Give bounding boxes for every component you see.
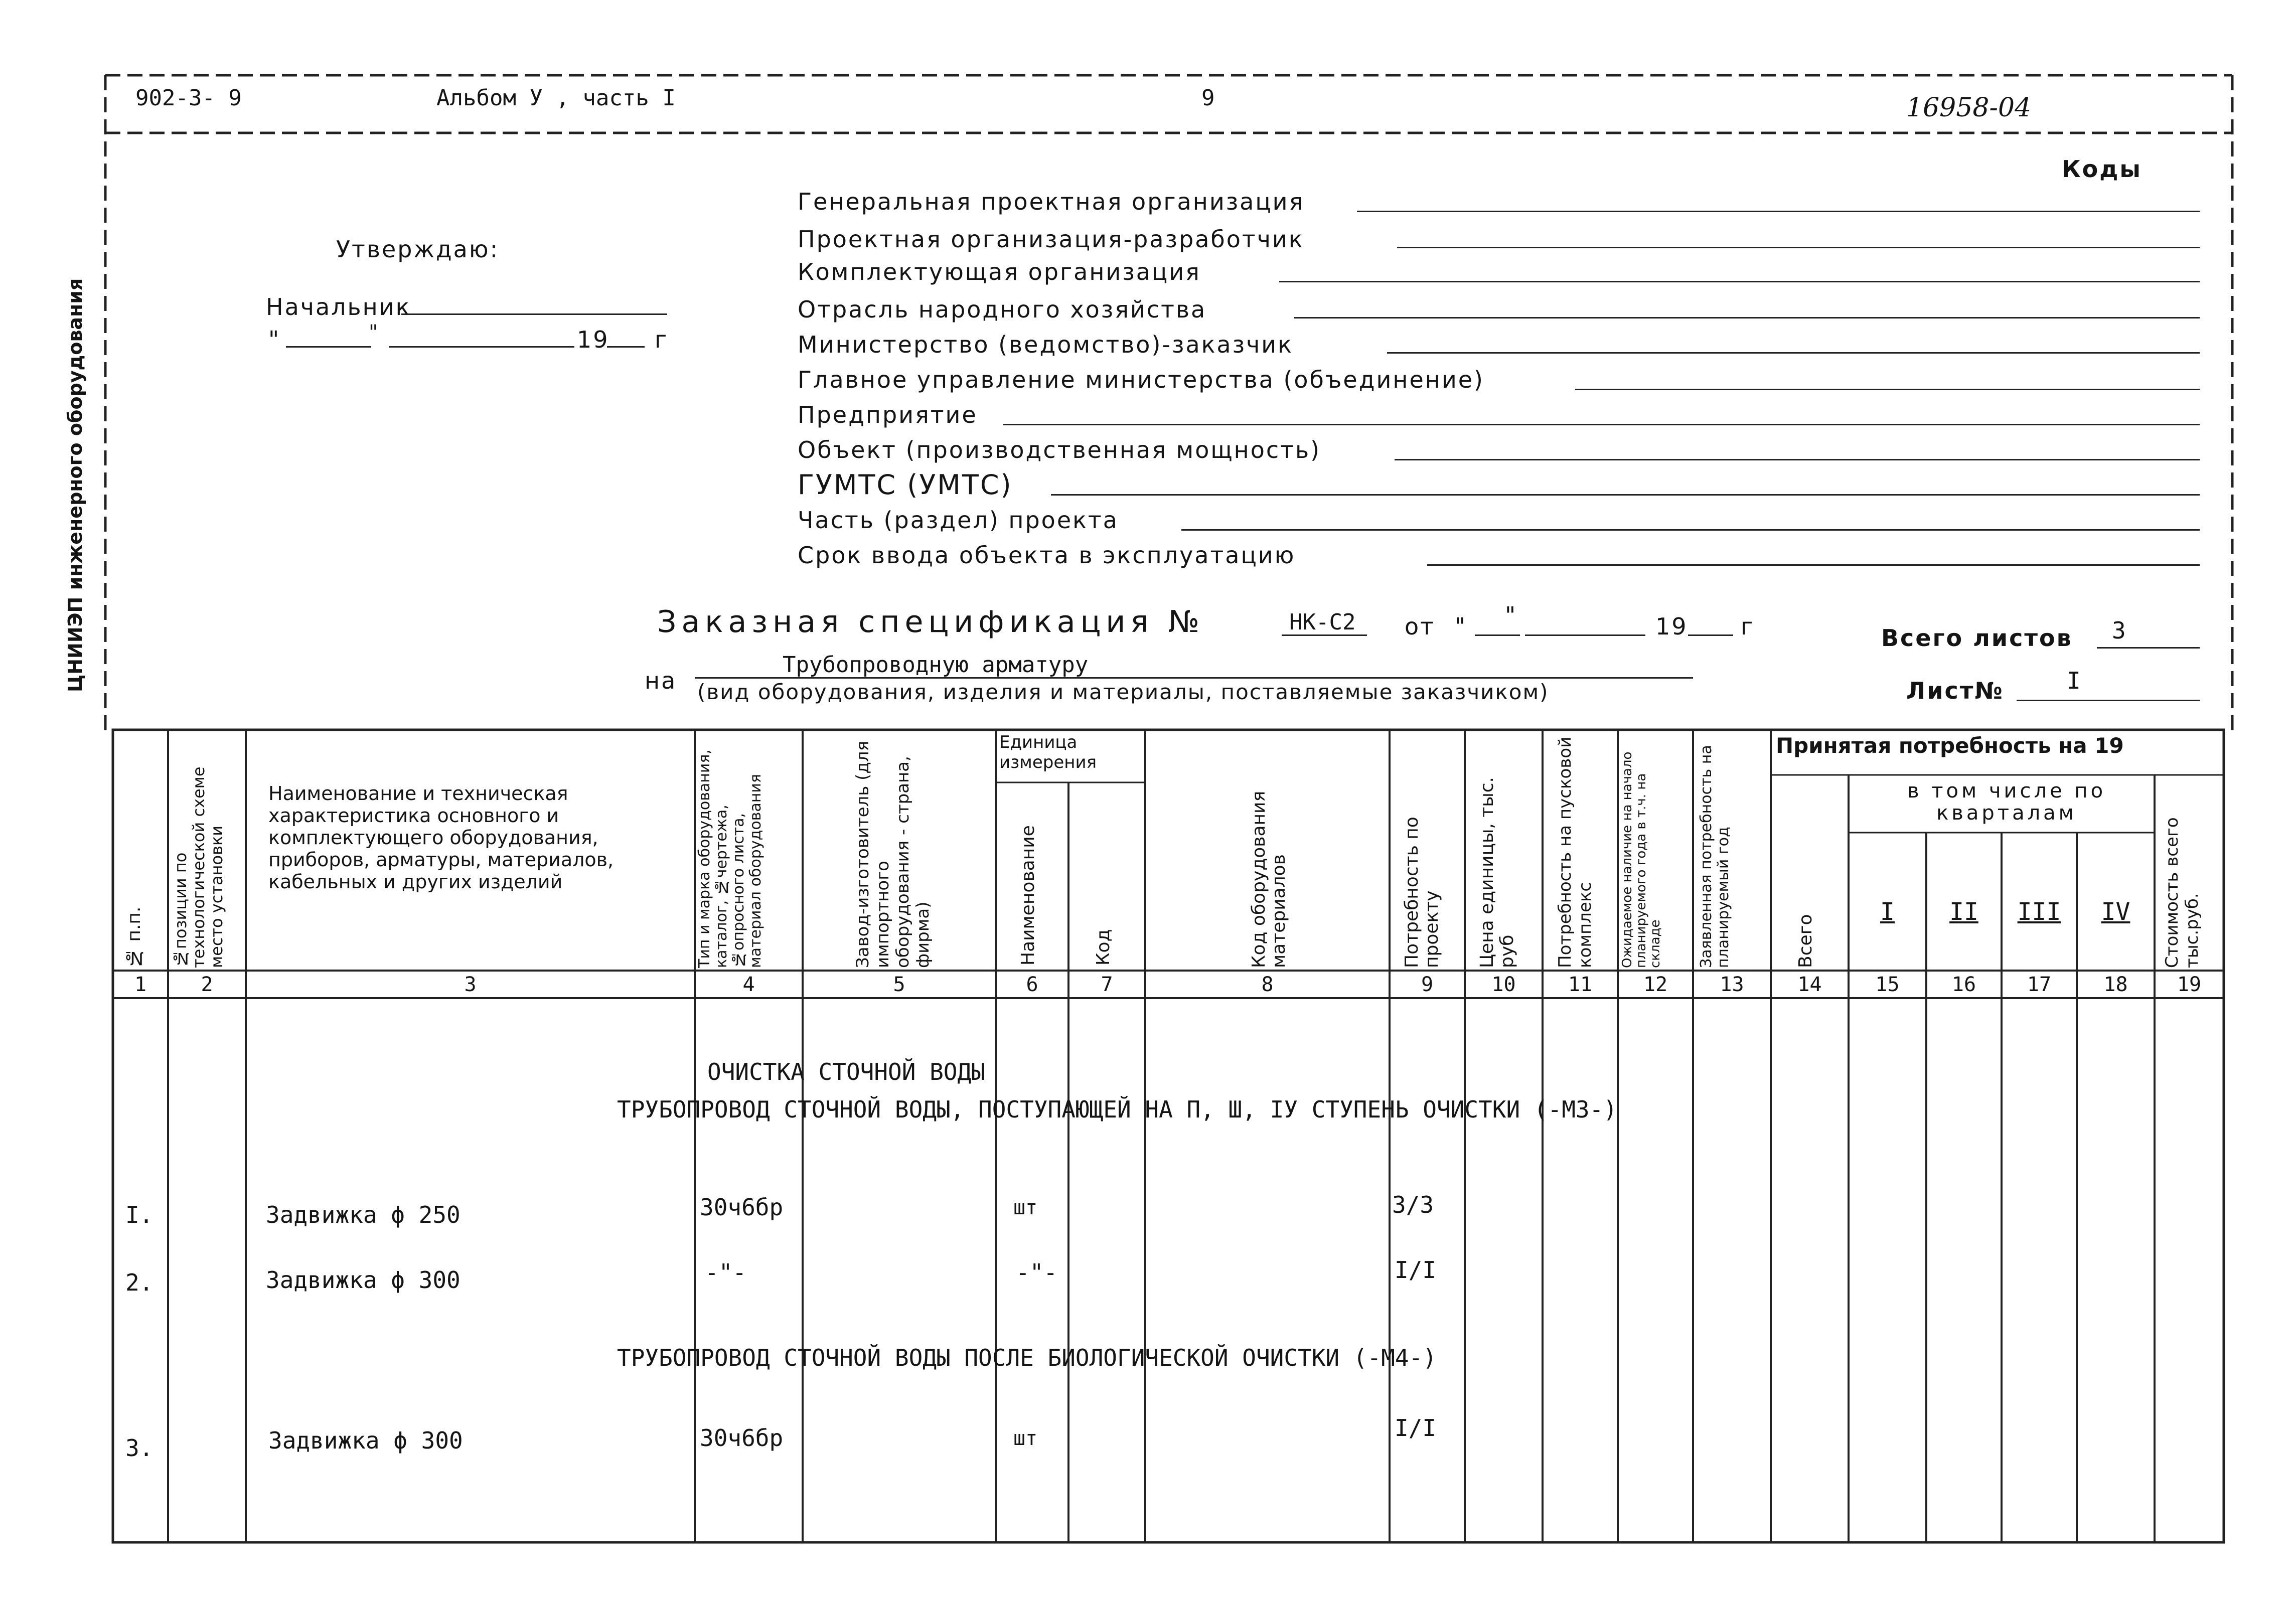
field-main-directorate: Главное управление министерства (объединение) — [798, 366, 1485, 393]
col-header-7: Код — [1093, 929, 1114, 966]
field-general-org: Генеральная проектная организация — [798, 188, 1305, 215]
spec-day-line — [1475, 634, 1520, 636]
row-2-need: I/I — [1395, 1256, 1437, 1284]
field-industry-line — [1294, 317, 2200, 318]
col-header-19: Стоимость всего тыс.руб. — [2162, 817, 2202, 968]
col-num-8: 8 — [1261, 973, 1274, 996]
row-2-number: 2. — [125, 1269, 154, 1296]
total-sheets-label: Всего листов — [1881, 624, 2073, 652]
col-num-16: 16 — [1951, 973, 1976, 996]
col-header-3: Наименование и техническая характеристика основного и комплектующего оборудования, приборов, арматуры, материалов, кабельных и других изделий — [268, 782, 614, 893]
field-enterprise: Предприятие — [798, 401, 978, 428]
col-num-4: 4 — [742, 973, 755, 996]
field-supply-org: Комплектующая организация — [798, 258, 1201, 285]
sheet-number: I — [2067, 667, 2082, 694]
col-header-14: Всего — [1795, 914, 1816, 968]
approval-quote-close: " — [369, 321, 380, 344]
field-supply-org-line — [1279, 281, 2200, 282]
col-header-10: Цена единицы, тыс. руб — [1477, 777, 1517, 968]
col-header-12: Ожидаемое наличие на начало планируемого года в т.ч. на складе — [1620, 751, 1663, 968]
col-num-1: 1 — [134, 973, 147, 996]
field-ministry-line — [1387, 352, 2200, 354]
col-num-12: 12 — [1643, 973, 1668, 996]
approval-title: Утверждаю: — [336, 236, 500, 263]
col-header-18: IV — [2101, 898, 2130, 926]
spec-na: на — [645, 667, 677, 694]
col-num-18: 18 — [2103, 973, 2128, 996]
col-num-7: 7 — [1101, 973, 1113, 996]
col-num-9: 9 — [1421, 973, 1434, 996]
field-object-line — [1395, 459, 2200, 460]
approval-quote-open: " — [268, 326, 281, 353]
approval-day-line — [286, 346, 371, 348]
field-object: Объект (производственная мощность) — [798, 436, 1321, 463]
sheet-label: Лист№ — [1906, 677, 2004, 704]
spec-subject-note: (вид оборудования, изделия и материалы, поставляемые заказчиком) — [697, 680, 1549, 704]
col-header-1: № п.п. — [124, 906, 144, 968]
spec-subject: Трубопроводную арматуру — [783, 652, 1089, 678]
approval-year-suffix: г — [655, 326, 669, 353]
total-sheets-line — [2097, 647, 2200, 649]
approval-month-line — [389, 346, 574, 348]
col-num-19: 19 — [2177, 973, 2202, 996]
spec-year-line — [1688, 634, 1733, 636]
field-project-part: Часть (раздел) проекта — [798, 507, 1119, 534]
row-1-need: 3/3 — [1392, 1191, 1434, 1218]
col-header-17: III — [2017, 898, 2061, 926]
row-1-name: Задвижка ϕ 250 — [266, 1201, 461, 1228]
col-header-9: Потребность по проекту — [1402, 817, 1442, 968]
spec-from: от — [1405, 613, 1435, 640]
col-num-6: 6 — [1026, 973, 1038, 996]
spec-title: Заказная спецификация № — [657, 604, 1204, 640]
pipeline-m4-title: ТРУБОПРОВОД СТОЧНОЙ ВОДЫ ПОСЛЕ БИОЛОГИЧЕСКОЙ ОЧИСТКИ (-М4-) — [617, 1344, 1437, 1371]
field-main-directorate-line — [1575, 389, 2200, 390]
field-commissioning: Срок ввода объекта в эксплуатацию — [798, 542, 1296, 569]
sheet-number-line — [2017, 700, 2200, 701]
col-header-15: I — [1880, 898, 1895, 926]
album-part: Альбом У , часть I — [436, 85, 676, 111]
col-num-5: 5 — [893, 973, 905, 996]
field-general-org-line — [1357, 211, 2200, 212]
total-sheets: 3 — [2112, 617, 2127, 644]
approval-chief-line — [401, 313, 667, 315]
row-3-name: Задвижка ϕ 300 — [268, 1427, 463, 1454]
spec-number: НК-С2 — [1289, 609, 1356, 635]
side-stamp: ЦНИИЭП инженерного оборудования — [64, 278, 86, 692]
col-header-11: Потребность на пусковой комплекс — [1555, 736, 1595, 968]
spec-subject-line — [695, 677, 1693, 679]
field-gumts: ГУМТС (УМТС) — [798, 469, 1013, 501]
row-3-number: 3. — [125, 1434, 154, 1462]
unit-group-header: Единица измерения — [999, 732, 1097, 772]
col-num-3: 3 — [464, 973, 477, 996]
row-1-type: 30ч6бр — [700, 1194, 784, 1221]
col-header-5: Завод-изготовитель (для импортного оборудования - страна, фирма) — [853, 740, 933, 968]
col-num-13: 13 — [1720, 973, 1744, 996]
col-header-13: Заявленная потребность на планируемый год — [1698, 745, 1732, 968]
doc-code: 902-3- 9 — [135, 85, 242, 111]
col-num-17: 17 — [2027, 973, 2052, 996]
col-header-16: II — [1949, 898, 1978, 926]
approval-chief-label: Начальник — [266, 293, 411, 321]
quarters-group-header: в том числе по кварталам — [1907, 779, 2106, 825]
col-num-2: 2 — [201, 973, 213, 996]
row-1-unit: шт — [1013, 1196, 1038, 1219]
spec-year-prefix: 19 — [1655, 613, 1688, 640]
row-3-type: 30ч6бр — [700, 1424, 784, 1452]
col-header-2: №позиции по технологической схеме место установки — [171, 766, 226, 968]
field-gumts-line — [1051, 494, 2200, 496]
row-3-need: I/I — [1395, 1414, 1437, 1442]
row-1-number: I. — [125, 1201, 154, 1228]
col-header-8: Код оборудования материалов — [1249, 790, 1289, 968]
pipeline-m3-title: ТРУБОПРОВОД СТОЧНОЙ ВОДЫ, ПОСТУПАЮЩЕЙ НА П, Ш, IУ СТУПЕНЬ ОЧИСТКИ (-М3-) — [617, 1096, 1617, 1123]
field-ministry: Министерство (ведомство)-заказчик — [798, 331, 1293, 358]
codes-label: Коды — [2062, 155, 2142, 183]
col-header-6: Наименование — [1018, 825, 1038, 966]
approval-year-prefix: 19 — [577, 326, 609, 353]
col-num-15: 15 — [1875, 973, 1900, 996]
spec-quote-open: " — [1455, 613, 1467, 640]
row-3-unit: шт — [1013, 1427, 1038, 1450]
spec-number-line — [1282, 634, 1367, 636]
field-enterprise-line — [1003, 424, 2200, 425]
field-project-part-line — [1181, 529, 2200, 531]
field-design-org-line — [1397, 247, 2200, 248]
accepted-group-header: Принятая потребность на 19 — [1776, 733, 2124, 758]
col-num-10: 10 — [1491, 973, 1516, 996]
approval-year-line — [607, 346, 645, 348]
spec-year-suffix: г — [1741, 613, 1755, 640]
field-design-org: Проектная организация-разработчик — [798, 226, 1304, 253]
page-number: 9 — [1201, 85, 1215, 111]
archive-number: 16958-04 — [1906, 93, 2032, 123]
col-header-4: Тип и марка оборудования, каталог, №чертежа, №опросного листа, материал оборудования — [696, 749, 764, 968]
row-2-unit: -"- — [1016, 1259, 1058, 1286]
spec-quote-close: " — [1505, 602, 1517, 629]
section-title: ОЧИСТКА СТОЧНОЙ ВОДЫ — [707, 1058, 985, 1085]
row-2-name: Задвижка ϕ 300 — [266, 1266, 461, 1294]
spec-month-line — [1525, 634, 1645, 636]
col-num-14: 14 — [1797, 973, 1822, 996]
field-commissioning-line — [1427, 564, 2200, 566]
field-industry: Отрасль народного хозяйства — [798, 296, 1207, 323]
row-2-type: -"- — [705, 1259, 747, 1286]
col-num-11: 11 — [1568, 973, 1593, 996]
